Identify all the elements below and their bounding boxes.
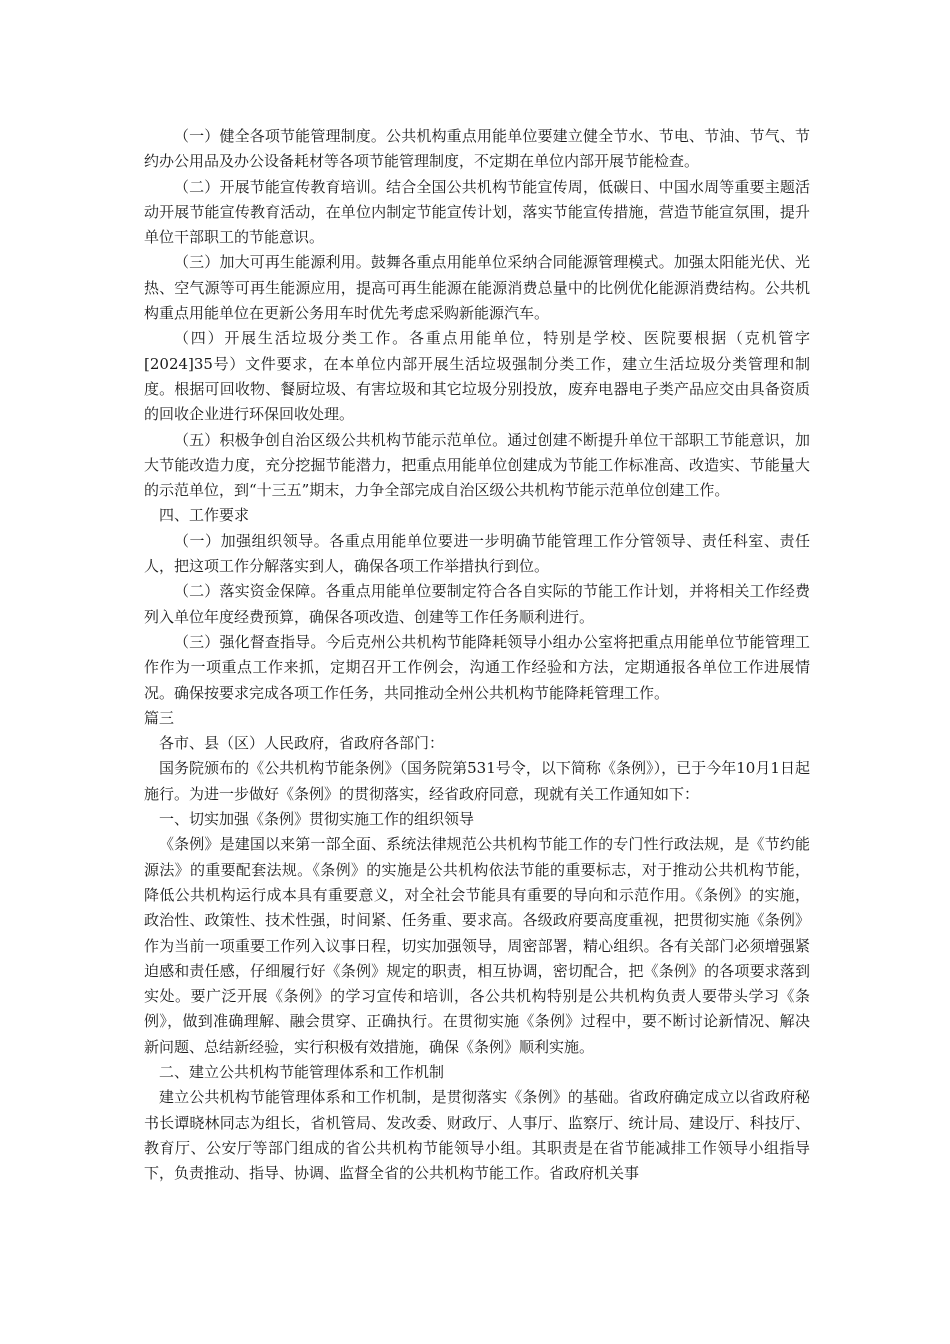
chapter-heading: 篇三 — [144, 708, 175, 727]
section-heading: 一、切实加强《条例》贯彻实施工作的组织领导 — [159, 810, 475, 829]
paragraph: （二）开展节能宣传教育培训。结合全国公共机构节能宣传周，低碳日、中国水周等重要主题活动开展节能宣传教育活动，在单位内制定节能宣传计划，落实节能宣传措施，营造节能宣氛围，提升单位干部职工的节能意识。 — [144, 177, 810, 247]
section-heading: 二、建立公共机构节能管理体系和工作机制 — [159, 1062, 445, 1081]
paragraph: 《条例》是建国以来第一部全面、系统法律规范公共机构节能工作的专门性行政法规，是《节约能源法》的重要配套法规。《条例》的实施是公共机构依法节能的重要标志，对于推动公共机构节能，降低公共机构运行成本具有重要意义，对全社会节能具有重要的导向和示范作用。《条例》的实施，政治性、政策性、技术性强，时间紧、任务重、要求高。各级政府要高度重视，把贯彻实施《条例》作为当前一项重要工作列入议事日程，切实加强领导，周密部署，精心组织。各有关部门必须增强紧迫感和责任感，仔细履行好《条例》规定的职责，相互协调，密切配合，把《条例》的各项要求落到实处。要广泛开展《条例》的学习宣传和培训，各公共机构特别是公共机构负责人要带头学习《条例》，做到准确理解、融会贯穿、正确执行。在贯彻实施《条例》过程中，要不断讨论新情况、解决新问题、总结新经验，实行积极有效措施，确保《条例》顺利实施。 — [144, 835, 810, 1056]
salutation: 各市、县（区）人民政府，省政府各部门： — [159, 734, 445, 753]
paragraph: （五）积极争创自治区级公共机构节能示范单位。通过创建不断提升单位干部职工节能意识，加大节能改造力度，充分挖掘节能潜力，把重点用能单位创建成为节能工作标准高、改造实、节能量大的示范单位，到“十三五”期末，力争全部完成自治区级公共机构节能示范单位创建工作。 — [144, 430, 810, 500]
paragraph: 建立公共机构节能管理体系和工作机制，是贯彻落实《条例》的基础。省政府确定成立以省政府秘书长谭晓林同志为组长，省机管局、发改委、财政厅、人事厅、监察厅、统计局、建设厅、科技厅、教育厅、公安厅等部门组成的省公共机构节能领导小组。其职责是在省节能减排工作领导小组指导下，负责推动、指导、协调、监督全省的公共机构节能工作。省政府机关事 — [144, 1088, 810, 1183]
paragraph: （二）落实资金保障。各重点用能单位要制定符合各自实际的节能工作计划，并将相关工作经费列入单位年度经费预算，确保各项改造、创建等工作任务顺利进行。 — [144, 582, 810, 626]
paragraph: 国务院颁布的《公共机构节能条例》（国务院第531号令，以下简称《条例》），已于今年10月1日起施行。为进一步做好《条例》的贯彻落实，经省政府同意，现就有关工作通知如下： — [144, 759, 810, 803]
paragraph: （三）强化督查指导。今后克州公共机构节能降耗领导小组办公室将把重点用能单位节能管理工作作为一项重点工作来抓，定期召开工作例会，沟通工作经验和方法，定期通报各单位工作进展情况。确保按要求完成各项工作任务，共同推动全州公共机构节能降耗管理工作。 — [144, 632, 810, 702]
document-page — [144, 124, 810, 1186]
paragraph: （一）健全各项节能管理制度。公共机构重点用能单位要建立健全节水、节电、节油、节气、节约办公用品及办公设备耗材等各项节能管理制度，不定期在单位内部开展节能检查。 — [144, 127, 810, 171]
paragraph: （三）加大可再生能源利用。鼓舞各重点用能单位采纳合同能源管理模式。加强太阳能光伏、光热、空气源等可再生能源应用，提高可再生能源在能源消费总量中的比例优化能源消费结构。公共机构重点用能单位在更新公务用车时优先考虑采购新能源汽车。 — [144, 253, 810, 323]
paragraph: （一）加强组织领导。各重点用能单位要进一步明确节能管理工作分管领导、责任科室、责任人，把这项工作分解落实到人，确保各项工作举措执行到位。 — [144, 531, 810, 576]
paragraph: （四）开展生活垃圾分类工作。各重点用能单位，特别是学校、医院要根据（克机管字[2024]35号）文件要求，在本单位内部开展生活垃圾强制分类工作，建立生活垃圾分类管理和制度。根据可回收物、餐厨垃圾、有害垃圾和其它垃圾分别投放，废弃电器电子类产品应交由具备资质的回收企业进行环保回收处理。 — [144, 329, 810, 424]
section-heading: 四、工作要求 — [159, 506, 250, 525]
